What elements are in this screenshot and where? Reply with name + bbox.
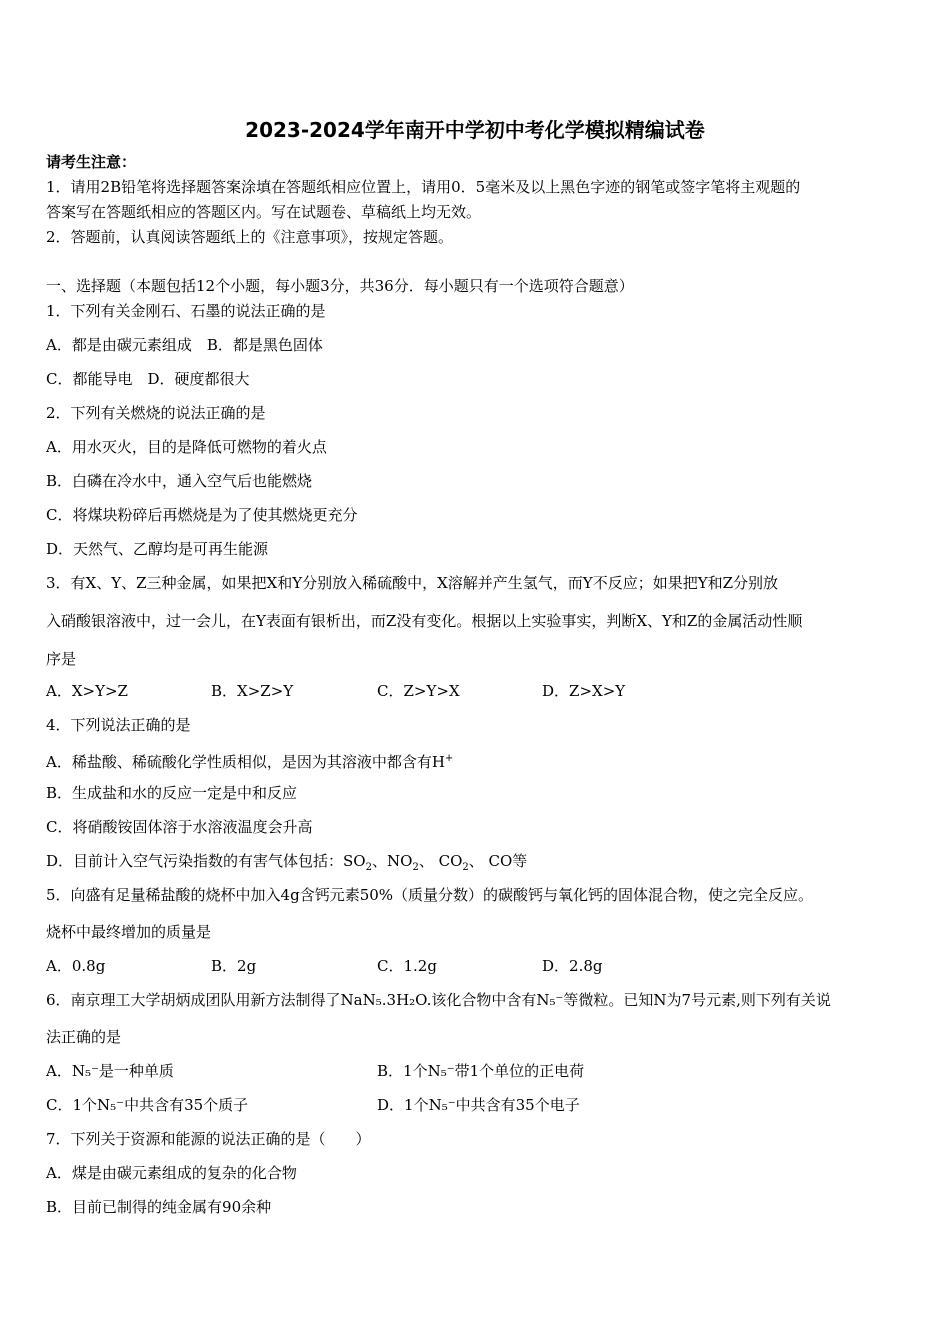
q2-option-a: A．用水灭火，目的是降低可燃物的着火点 xyxy=(46,438,327,456)
page-title: 2023-2024学年南开中学初中考化学模拟精编试卷 xyxy=(245,118,705,142)
section-heading: 一、选择题（本题包括12个小题，每小题3分，共36分．每小题只有一个选项符合题意） xyxy=(46,277,634,295)
q3-stem-2: 入硝酸银溶液中，过一会儿，在Y表面有银析出，而Z没有变化。根据以上实验事实，判断X、Y和Z的金属活动性顺 xyxy=(46,612,803,630)
q6-option-a: A．N₅⁻是一种单质 xyxy=(46,1062,174,1080)
q4-option-d xyxy=(46,851,527,878)
q2-option-b: B．白磷在冷水中，通入空气后也能燃烧 xyxy=(46,472,313,490)
q4-co-text: 、 CO等 xyxy=(468,852,528,870)
q7-option-b: B．目前已制得的纯金属有90余种 xyxy=(46,1198,272,1216)
q2-option-d: D．天然气、乙醇均是可再生能源 xyxy=(46,540,269,558)
q4-co2: CO xyxy=(438,852,463,870)
notice-line-2: 答案写在答题纸相应的答题区内。写在试题卷、草稿纸上均无效。 xyxy=(46,203,482,221)
q4-separator-2: 、 xyxy=(418,852,439,870)
q4-no2: NO xyxy=(387,852,413,870)
q3-stem-1: 3．有X、Y、Z三种金属，如果把X和Y分别放入稀硫酸中，X溶解并产生氢气，而Y不反应；如果把Y和Z分别放 xyxy=(46,574,779,592)
q7-option-a: A．煤是由碳元素组成的复杂的化合物 xyxy=(46,1164,297,1182)
q6-option-c: C．1个N₅⁻中共含有35个质子 xyxy=(46,1096,249,1114)
q4-option-a-superscript: + xyxy=(444,753,454,764)
q4-so2: SO xyxy=(343,852,366,870)
q5-option-c: C．1.2g xyxy=(377,957,437,975)
q6-stem-2: 法正确的是 xyxy=(46,1028,122,1046)
q4-separator-1: 、 xyxy=(371,852,387,870)
q4-option-a xyxy=(46,749,453,772)
q5-stem-1: 5．向盛有足量稀盐酸的烧杯中加入4g含钙元素50%（质量分数）的碳酸钙与氧化钙的固体混合物，使之完全反应。 xyxy=(46,886,814,904)
q5-stem-2: 烧杯中最终增加的质量是 xyxy=(46,923,212,941)
notice-heading: 请考生注意： xyxy=(46,153,137,171)
q2-stem: 2．下列有关燃烧的说法正确的是 xyxy=(46,404,266,422)
q2-option-c: C．将煤块粉碎后再燃烧是为了使其燃烧更充分 xyxy=(46,506,358,524)
q7-stem: 7．下列关于资源和能源的说法正确的是（ ） xyxy=(46,1130,371,1148)
q4-stem: 4．下列说法正确的是 xyxy=(46,716,191,734)
notice-line-1: 1．请用2B铅笔将选择题答案涂填在答题纸相应位置上，请用0．5毫米及以上黑色字迹的钢笔或签字笔将主观题的 xyxy=(46,178,801,196)
q6-option-d: D．1个N₅⁻中共含有35个电子 xyxy=(377,1096,580,1114)
q4-option-b: B．生成盐和水的反应一定是中和反应 xyxy=(46,784,298,802)
q1-options-ab: A．都是由碳元素组成 B．都是黑色固体 xyxy=(46,336,323,354)
q5-option-d: D．2.8g xyxy=(542,957,603,975)
q3-option-c: C．Z>Y>X xyxy=(377,682,460,700)
q3-stem-3: 序是 xyxy=(46,650,77,668)
q3-option-d: D．Z>X>Y xyxy=(542,682,626,700)
q4-option-c: C．将硝酸铵固体溶于水溶液温度会升高 xyxy=(46,818,313,836)
q4-co2-subscript: 2 xyxy=(462,862,469,873)
q1-options-cd: C．都能导电 D．硬度都很大 xyxy=(46,370,250,388)
q6-stem-1: 6．南京理工大学胡炳成团队用新方法制得了NaN₅.3H₂O.该化合物中含有N₅⁻等微粒。已知N为7号元素,则下列有关说 xyxy=(46,991,831,1009)
q3-option-b: B．X>Z>Y xyxy=(211,682,294,700)
q4-option-a-text: A．稀盐酸、稀硫酸化学性质相似，是因为其溶液中都含有H xyxy=(46,753,445,771)
q4-option-d-text: D．目前计入空气污染指数的有害气体包括： xyxy=(46,852,344,870)
q1-stem: 1．下列有关金刚石、石墨的说法正确的是 xyxy=(46,302,326,320)
notice-line-3: 2．答题前，认真阅读答题纸上的《注意事项》，按规定答题。 xyxy=(46,228,454,246)
q5-option-a: A．0.8g xyxy=(46,957,106,975)
q4-no2-subscript: 2 xyxy=(412,862,419,873)
q6-option-b: B．1个N₅⁻带1个单位的正电荷 xyxy=(377,1062,585,1080)
q3-option-a: A．X>Y>Z xyxy=(46,682,128,700)
q4-so2-subscript: 2 xyxy=(365,862,372,873)
q5-option-b: B．2g xyxy=(211,957,257,975)
